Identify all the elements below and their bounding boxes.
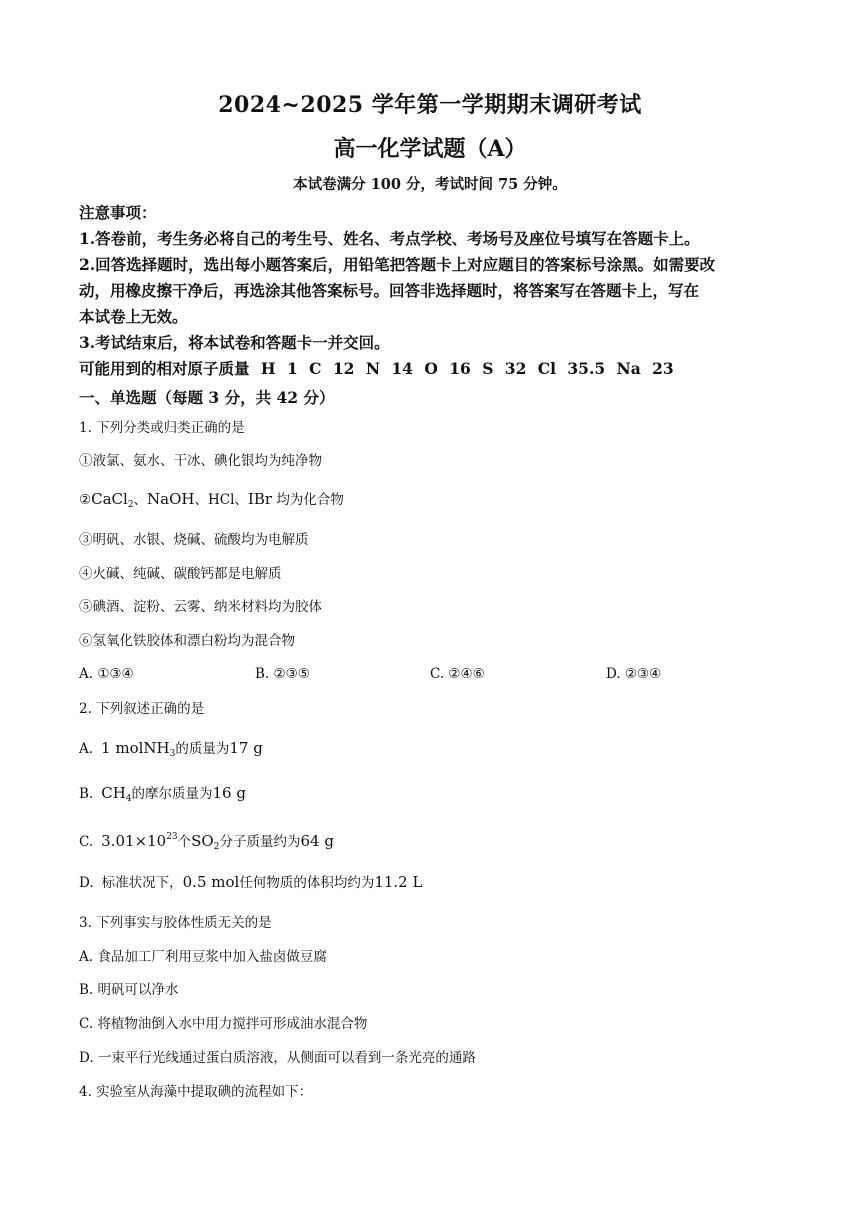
q2-b-mid: 的摩尔质量为 [131,786,213,802]
q2-c-formula-sup: 23 [166,832,178,842]
q1-s2-formula-3: IBr [247,490,273,508]
notes-item-2-line-2: 动，用橡皮擦干净后，再选涂其他答案标号。回答非选择题时，将答案写在答题卡上，写在 [79,281,700,300]
notes-heading: 注意事项： [79,203,157,222]
q2-c-value: 64 g [300,832,334,850]
q2-a-label: A. [79,741,94,757]
q2-stem: 2. 下列叙述正确的是 [79,701,205,717]
q2-c-formula-2-text: SO [191,832,214,850]
notes-item-2-line-3: 本试卷上无效。 [79,307,188,326]
q1-statement-3: ③明矾、水银、烧碱、硫酸均为电解质 [79,532,309,548]
q2-d-mid: 任何物质的体积均约为 [239,875,375,891]
q2-c-mid-2: 分子质量约为 [219,834,301,850]
q2-b-value: 16 g [212,784,246,802]
q3-option-d: D. 一束平行光线通过蛋白质溶液，从侧面可以看到一条光亮的通路 [79,1050,476,1066]
q1-s2-formula-1-text: CaCl [91,490,128,508]
notes-block [79,200,779,382]
q1-s2-suffix: 均为化合物 [276,492,344,508]
q2-c-formula-2-sub: 2 [213,842,220,852]
exam-info: 本试卷满分 100 分，考试时间 75 分钟。 [293,176,567,193]
q2-c-formula [101,832,178,850]
atomic-masses: 可能用到的相对原子质量 H 1 C 12 N 14 O 16 S 32 Cl 35.5 Na 23 [79,359,674,378]
q1-s2-sep-2: 、HCl、 [194,492,248,508]
exam-title: 2024~2025 学年第一学期期末调研考试 [218,92,642,118]
q2-b-formula [101,784,131,802]
q2-c-formula-text: 3.01×10 [101,832,167,850]
q2-d-pre: 标准状况下， [101,875,183,891]
q1-statement-6: ⑥氢氧化铁胶体和漂白粉均为混合物 [79,633,295,649]
q3-stem: 3. 下列事实与胶体性质无关的是 [79,915,272,931]
q1-s2-formula-1-sub: 2 [127,500,134,510]
q2-c-mid-1: 个 [177,834,192,850]
q2-c-formula-2 [191,832,219,850]
q4-stem: 4. 实验室从海藻中提取碘的流程如下： [79,1084,313,1100]
q1-choice-c: C. ②④⑥ [430,666,485,682]
q2-d-value: 11.2 L [374,873,423,891]
notes-item-2-line-1: 2.回答选择题时，选出每小题答案后，用铅笔把答题卡上对应题目的答案标号涂黑。如需要改 [79,255,716,274]
q1-s2-formula-2: NaOH [147,490,195,508]
notes-item-3: 3.考试结束后，将本试卷和答题卡一并交回。 [79,333,390,352]
q1-statement-5: ⑤碘酒、淀粉、云雾、纳米材料均为胶体 [79,599,322,615]
q3-option-b: B. 明矾可以净水 [79,982,179,998]
q1-stem: 1. 下列分类或归类正确的是 [79,420,245,436]
q2-d-formula: 0.5 mol [182,873,240,891]
q2-a-formula-sub: 3 [169,749,176,759]
q3-option-c: C. 将植物油倒入水中用力搅拌可形成油水混合物 [79,1016,368,1032]
q1-s2-sep-1: 、 [133,492,148,508]
q1-choice-b: B. ②③⑤ [255,666,310,682]
q2-option-a [79,738,263,764]
q2-b-label: B. [79,786,94,802]
q2-a-formula [101,739,175,757]
notes-item-1: 1.答卷前，考生务必将自己的考生号、姓名、考点学校、考场号及座位号填写在答题卡上。 [79,229,700,248]
exam-subject-title: 高一化学试题（A） [333,136,527,162]
q2-option-b [79,783,246,809]
q2-a-mid: 的质量为 [175,741,230,757]
q1-statement-4: ④火碱、纯碱、碳酸钙都是电解质 [79,566,282,582]
q2-b-formula-text: CH [101,784,126,802]
q1-statement-2 [79,489,344,515]
section-title: 一、单选题（每题 3 分，共 42 分） [79,388,335,407]
q2-d-label: D. [79,875,94,891]
q1-s2-prefix: ② [79,492,92,508]
q1-s2-formula-1 [91,490,133,508]
q1-statement-1: ①液氯、氨水、干冰、碘化银均为纯净物 [79,453,322,469]
q3-option-a: A. 食品加工厂利用豆浆中加入盐卤做豆腐 [79,949,327,965]
q1-choice-d: D. ②③④ [606,666,662,682]
q2-a-value: 17 g [229,739,263,757]
q2-a-formula-text: 1 molNH [101,739,170,757]
q1-choice-a: A. ①③④ [79,666,134,682]
q2-b-formula-sub: 4 [125,794,132,804]
q2-c-label: C. [79,834,94,850]
q2-option-c [79,827,334,857]
q2-option-d [79,872,422,893]
